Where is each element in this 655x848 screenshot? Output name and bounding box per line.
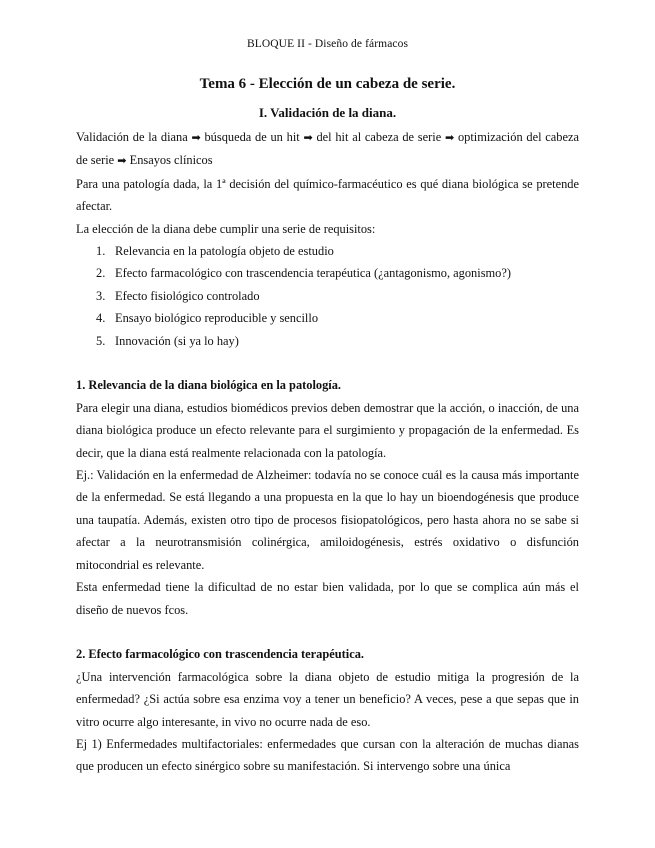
requirements-list	[76, 240, 579, 352]
list-item	[76, 262, 579, 284]
workflow-paragraph	[76, 126, 579, 173]
running-header: BLOQUE II - Diseño de fármacos	[246, 38, 409, 50]
list-item-text: Innovación (si ya lo hay)	[115, 333, 239, 348]
intro-paragraph: Para una patología dada, la 1ª decisión del químico-farmacéutico es qué diana biológica se pretende afectar.	[76, 176, 579, 214]
list-item	[76, 285, 579, 307]
section-title: I. Validación de la diana.	[258, 105, 397, 120]
list-item	[76, 330, 579, 352]
list-number: 5.	[96, 333, 106, 348]
list-number: 3.	[96, 288, 106, 303]
body-paragraph: Para elegir una diana, estudios biomédicos previos deben demostrar que la acción, o inacción, de una diana biológica produce un efecto relevante para el surgimiento y propagación de la enfermedad. Es decir, que la diana está realmente relacionada con la patología.	[76, 400, 579, 460]
body-paragraph: Ej 1) Enfermedades multifactoriales: enfermedades que cursan con la alteración de muchas dianas que producen un efecto sinérgico sobre su manifestación. Si intervengo sobre una única	[76, 736, 579, 774]
body-paragraph: Esta enfermedad tiene la dificultad de no estar bien validada, por lo que se complica aún más el diseño de nuevos fcos.	[76, 580, 579, 617]
spacer	[76, 621, 579, 643]
workflow-step-1: Validación de la diana	[76, 130, 188, 144]
section-heading: 1. Relevancia de la diana biológica en la patología.	[76, 378, 342, 393]
list-item	[76, 240, 579, 262]
list-number: 4.	[96, 311, 106, 326]
workflow-step-2: búsqueda de un hit	[204, 130, 300, 144]
page-title: Tema 6 - Elección de un cabeza de serie.	[199, 76, 456, 92]
arrow-right-icon: ➡	[303, 131, 313, 144]
list-item-text: Efecto fisiológico controlado	[115, 288, 260, 303]
body-paragraph: ¿Una intervención farmacológica sobre la diana objeto de estudio mitiga la progresión de la enfermedad? ¿Si actúa sobre esa enzima voy a tener un beneficio? A veces, pese a que sepas que in vitro ocurre algo interesante, in vivo no ocurre nada de eso.	[76, 669, 579, 729]
document-body	[76, 126, 579, 778]
workflow-step-5: Ensayos clínicos	[129, 153, 213, 168]
intro-paragraph: La elección de la diana debe cumplir una serie de requisitos:	[76, 221, 376, 236]
workflow-step-3: del hit al cabeza de serie	[316, 130, 442, 144]
workflow-step-4: optimización del cabeza de serie	[76, 130, 579, 168]
list-item	[76, 307, 579, 329]
list-item-text: Efecto farmacológico con trascendencia terapéutica (¿antagonismo, agonismo?)	[115, 266, 511, 281]
arrow-right-icon: ➡	[191, 131, 201, 144]
list-number: 2.	[96, 266, 106, 281]
body-paragraph: Ej.: Validación en la enfermedad de Alzheimer: todavía no se conoce cuál es la causa más importante de la enfermedad. Se está llegando a una propuesta en la que lo hay un bioendogénesis que produce una taupatía. Además, existen otro tipo de procesos fisiopatológicos, pero hasta ahora no se sabe si afectar a la neurotransmisión colinérgica, amiloidogénesis, estrés oxidativo o disfunción mitocondrial es relevante.	[76, 468, 579, 572]
spacer	[76, 352, 579, 374]
arrow-right-icon: ➡	[117, 154, 127, 168]
section-heading: 2. Efecto farmacológico con trascendencia terapéutica.	[76, 647, 364, 662]
list-number: 1.	[96, 244, 106, 259]
arrow-right-icon: ➡	[444, 131, 455, 144]
list-item-text: Relevancia en la patología objeto de estudio	[115, 244, 334, 259]
list-item-text: Ensayo biológico reproducible y sencillo	[115, 311, 319, 326]
